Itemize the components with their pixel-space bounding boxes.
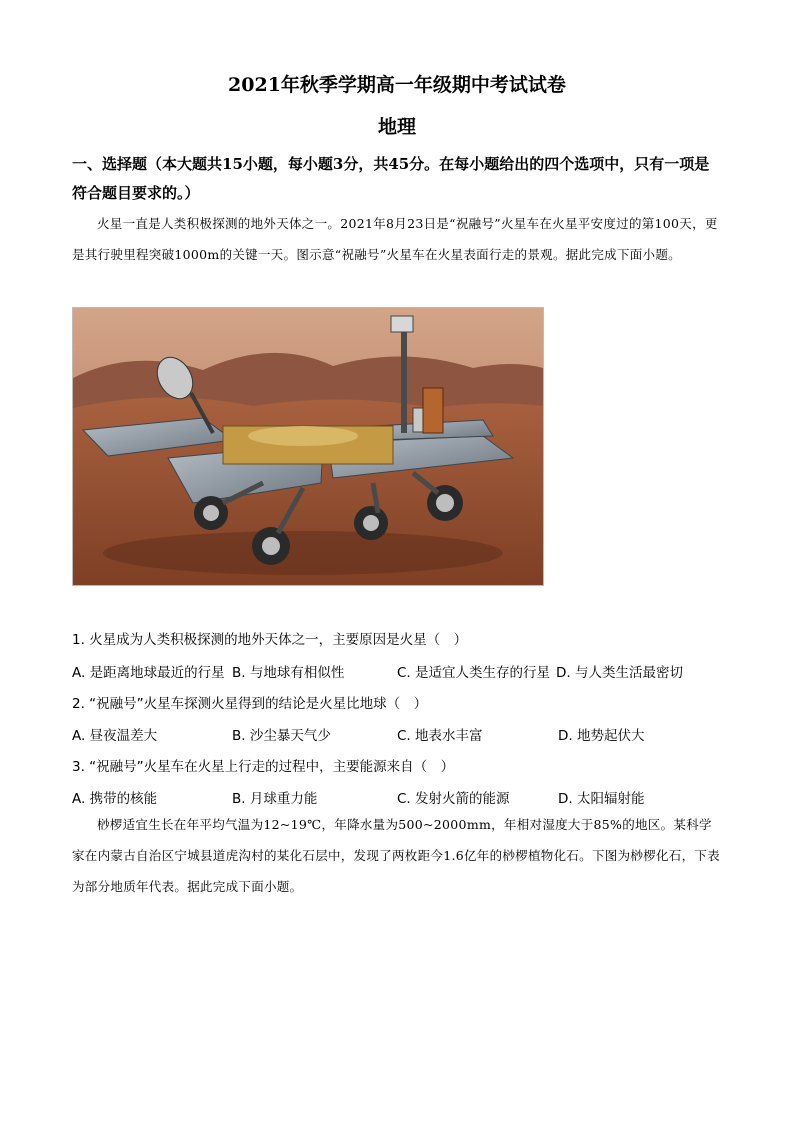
question-3-stem: 3. “祝融号”火星车在火星上行走的过程中，主要能源来自（ ） bbox=[72, 759, 455, 775]
question-2-stem: 2. “祝融号”火星车探测火星得到的结论是火星比地球（ ） bbox=[72, 696, 428, 712]
question-1-option-c: C. 是适宜人类生存的行星 bbox=[397, 665, 551, 681]
question-2-option-b: B. 沙尘暴天气少 bbox=[232, 728, 331, 744]
question-2-option-a: A. 昼夜温差大 bbox=[72, 728, 158, 744]
question-3-option-b: B. 月球重力能 bbox=[232, 791, 318, 807]
question-3-option-a: A. 携带的核能 bbox=[72, 791, 158, 807]
question-2-option-c: C. 地表水丰富 bbox=[397, 728, 483, 744]
subject-title: 地理 bbox=[377, 116, 416, 138]
passage-fossil: 桫椤适宜生长在年平均气温为12~19℃，年降水量为500~2000mm，年相对湿度大于85%的地区。某科学家在内蒙古自治区宁城县道虎沟村的某化石层中，发现了两枚距今1.6亿年的桫椤植物化石。下图为桫椤化石，下表为部分地质年代表。据此完成下面小题。 bbox=[72, 817, 720, 894]
passage-mars: 火星一直是人类积极探测的地外天体之一。2021年8月23日是“祝融号”火星车在火星平安度过的第100天，更是其行驶里程突破1000m的关键一天。图示意“祝融号”火星车在火星表面行走的景观。据此完成下面小题。 bbox=[72, 216, 718, 262]
question-3-option-c: C. 发射火箭的能源 bbox=[397, 791, 510, 807]
section-heading: 一、选择题（本大题共15小题，每小题3分，共45分。在每小题给出的四个选项中，只有一项是符合题目要求的。） bbox=[72, 155, 710, 202]
mars-rover-illustration bbox=[73, 308, 543, 585]
question-2-option-d: D. 地势起伏大 bbox=[558, 728, 645, 744]
question-3-option-d: D. 太阳辐射能 bbox=[558, 791, 645, 807]
question-1-option-b: B. 与地球有相似性 bbox=[232, 665, 345, 681]
question-1-stem: 1. 火星成为人类积极探测的地外天体之一，主要原因是火星（ ） bbox=[72, 632, 468, 648]
exam-title: 2021年秋季学期高一年级期中考试试卷 bbox=[228, 74, 566, 96]
mars-rover-image bbox=[72, 307, 544, 586]
question-1-option-a: A. 是距离地球最近的行星 bbox=[72, 665, 225, 681]
question-1-option-d: D. 与人类生活最密切 bbox=[556, 665, 683, 681]
